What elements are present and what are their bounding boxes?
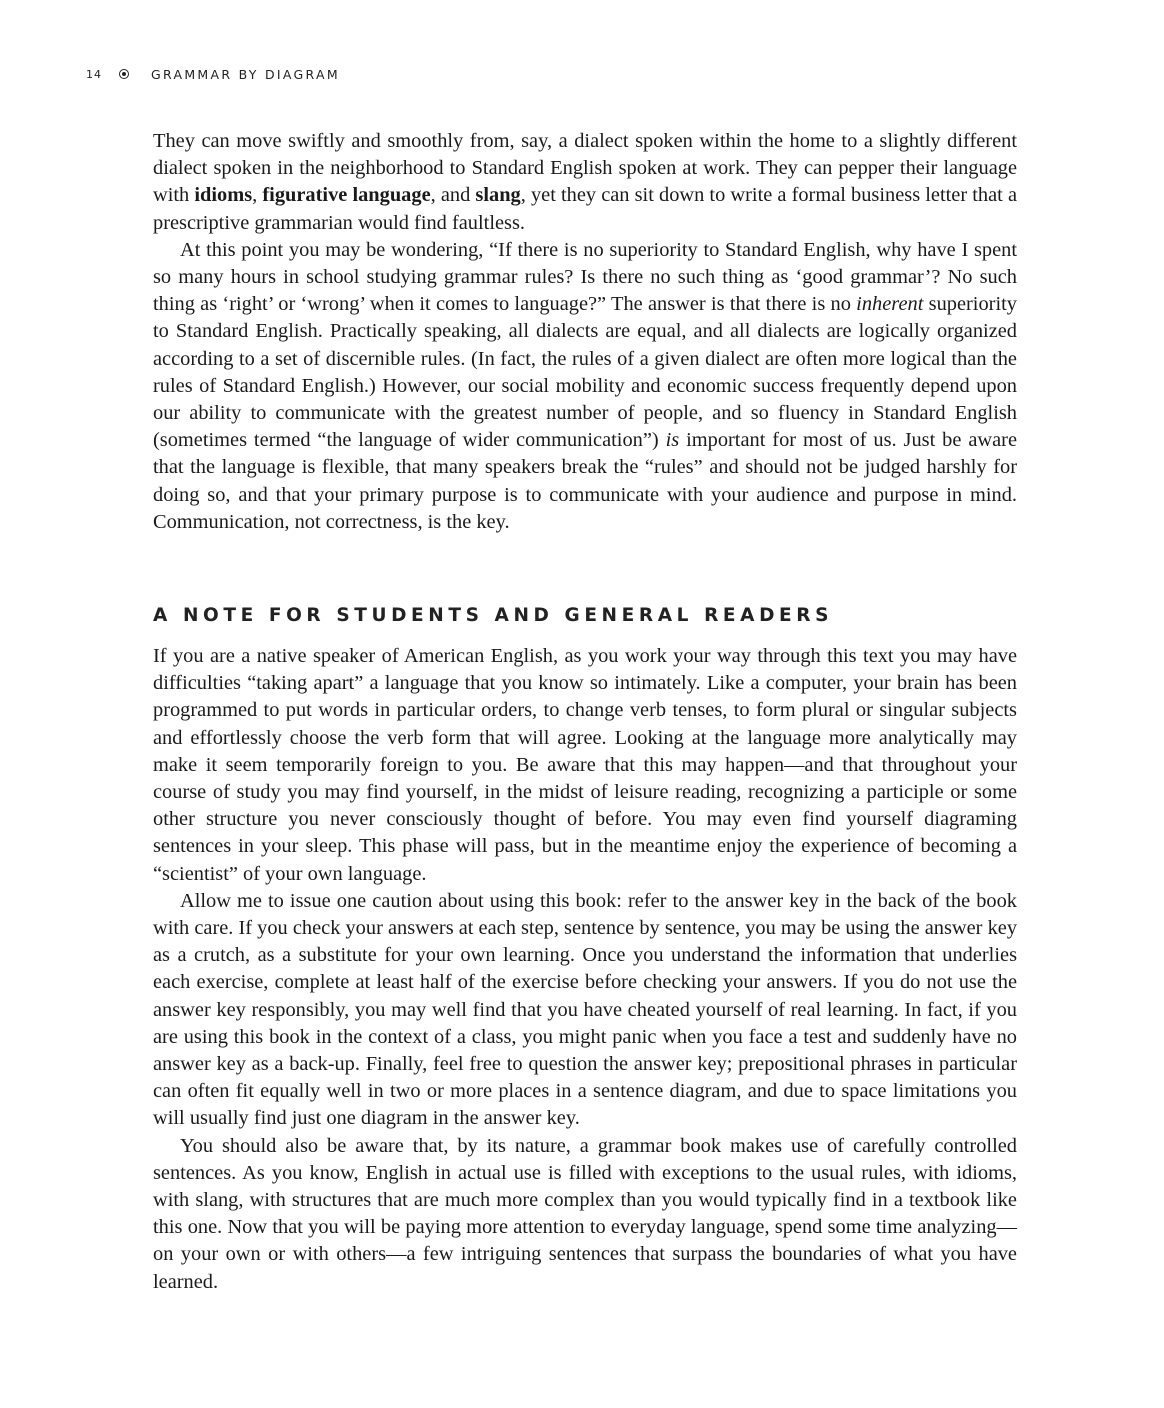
text-run: , yet they can sit down to write a formal business letter that a prescriptive grammarian would find faultless. — [153, 184, 1018, 234]
book-title: GRAMMAR BY DIAGRAM — [151, 66, 340, 82]
italic-term-inherent: inherent — [856, 293, 924, 316]
body-section-top — [153, 128, 1017, 536]
paragraph-standard-english — [153, 237, 1017, 536]
paragraph-continuation — [153, 128, 1017, 237]
paragraph-answer-key-caution: Allow me to issue one caution about using this book: refer to the answer key in the back of the book with care. If you check your answers at each step, sentence by sentence, you may be using the answer key as a crutch, as a substitute for your own learning. Once you understand the information that underlies each exercise, complete at least half of the exercise before checking your answers. If you do not use the answer key responsibly, you may well find that you have cheated yourself of real learning. In fact, if you are using this book in the context of a class, you might panic when you face a test and suddenly have no answer key as a back-up. Finally, feel free to question the answer key; prepositional phrases in particular can often fit equally well in two or more places in a sentence diagram, and due to space limitations you will usually find just one diagram in the answer key. — [153, 889, 1018, 1130]
text-run: , — [252, 184, 263, 207]
body-section-note — [153, 643, 1017, 1296]
text-run: , and — [430, 184, 476, 207]
paragraph-native-speaker: If you are a native speaker of American English, as you work your way through this text you may have difficulties “taking apart” a language that you know so intimately. Like a computer, your brain has been programmed to put words in particular orders, to change verb tenses, to form plural or singular subjects and effortlessly choose the verb form that will agree. Looking at the language more analytically may make it seem temporarily foreign to you. Be aware that this may happen—and that throughout your course of study you may find yourself, in the midst of leisure reading, recognizing a participle or some other structure you never consciously thought of before. You may even find yourself diagraming sentences in your sleep. This phase will pass, but in the meantime enjoy the experience of becoming a “scientist” of your own language. — [153, 645, 1017, 885]
running-head — [86, 64, 340, 84]
text-run: superiority to Standard English. Practically speaking, all dialects are equal, and all dialects are logically organized according to a set of discernible rules. (In fact, the rules of a given dialect are often more logical than the rules of Standard English.) However, our social mobility and economic success frequently depend upon our ability to communicate with the greatest number of people, and so fluency in Standard English (sometimes termed “the language of wider communication”) — [153, 293, 1017, 452]
page-number: 14 — [86, 67, 102, 81]
italic-term-is: is — [665, 429, 680, 452]
section-heading: A NOTE FOR STUDENTS AND GENERAL READERS — [153, 605, 834, 627]
text-run: At this point you may be wondering, “If there is no superiority to Standard English, why have I spent so many hours in school studying grammar rules? Is there no such thing as ‘good grammar’? No such thing as ‘right’ or ‘wrong’ when it comes to language?” The answer is that there is no — [153, 238, 1017, 316]
bold-term-figurative-language: figurative language — [262, 184, 431, 207]
bold-term-slang: slang — [475, 184, 521, 207]
filled-circle-bullet-icon — [119, 69, 129, 79]
text-run: They can move swiftly and smoothly from, say, a dialect spoken within the home to a slightly different dialect spoken in the neighborhood to Standard English spoken at work. They can pepper their language with — [153, 130, 1017, 207]
paragraph-controlled-sentences: You should also be aware that, by its nature, a grammar book makes use of carefully controlled sentences. As you know, English in actual use is filled with exceptions to the usual rules, with idioms, with slang, with structures that are much more complex than you would typically find in a textbook like this one. Now that you will be paying more attention to everyday language, spend some time analyzing—on your own or with others—a few intriguing sentences that surpass the boundaries of what you have learned. — [153, 1134, 1017, 1293]
bold-term-idioms: idioms — [194, 184, 253, 207]
text-run: important for most of us. Just be aware that the language is flexible, that many speakers break the “rules” and should not be judged harshly for doing so, and that your primary purpose is to communicate with your audience and purpose in mind. Communication, not correctness, is the key. — [153, 429, 1017, 533]
